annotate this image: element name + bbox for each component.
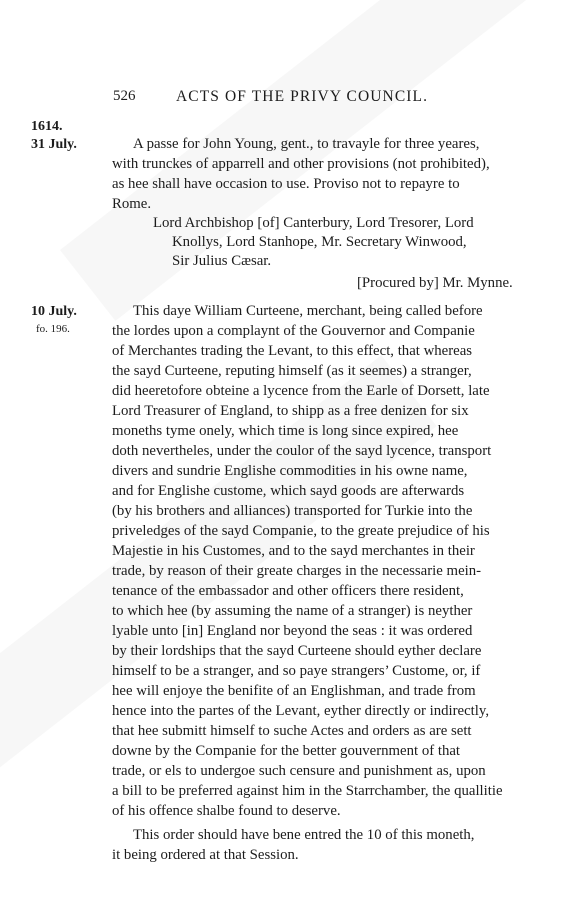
entry2-line: hence into the partes of the Levant, eyther directly or indirectly, — [112, 703, 490, 719]
entry2-line: hee will enjoye the benifite of an Englishman, and trade from — [112, 683, 476, 699]
procured-by-line: [Procured by] Mr. Mynne. — [357, 275, 513, 291]
entry2-line: did heeretofore obteine a lycence from the Earle of Dorsett, late — [112, 383, 490, 399]
entry2-line: trade, or els to undergoe such censure and punishment as, upon — [112, 763, 486, 779]
margin-folio: fo. 196. — [36, 323, 70, 335]
entry1-line: with trunckes of apparrell and other provisions (not prohibited), — [112, 156, 490, 172]
entry2-line: that hee submitt himself to suche Actes and orders as are sett — [112, 723, 472, 739]
margin-date-entry2: 10 July. — [31, 304, 77, 319]
entry2-line: the sayd Curteene, reputing himself (as it seemes) a stranger, — [112, 363, 472, 379]
entry2-line: and for Englishe custome, which sayd goods are afterwards — [112, 483, 465, 499]
entry2-line: Lord Treasurer of England, to shipp as a free denizen for six — [112, 403, 469, 419]
signatory-line: Sir Julius Cæsar. — [172, 253, 272, 269]
entry2-line: of his offence shalbe found to deserve. — [112, 803, 341, 819]
running-head — [0, 88, 567, 108]
entry1-line: A passe for John Young, gent., to travayle for three yeares, — [133, 136, 480, 152]
signatory-line: Lord Archbishop [of] Canterbury, Lord Tresorer, Lord — [153, 215, 474, 231]
entry2-line: of Merchantes trading the Levant, to this effect, that whereas — [112, 343, 473, 359]
entry2-line: This daye William Curteene, merchant, being called before — [133, 303, 483, 319]
entry2-line: tenance of the embassador and other officers there resident, — [112, 583, 464, 599]
entry2-line: the lordes upon a complaynt of the Gouvernor and Companie — [112, 323, 475, 339]
entry2-line: doth nevertheles, under the coulor of the sayd lycence, transport — [112, 443, 492, 459]
entry2-line: divers and sundrie Englishe commodities in his owne name, — [112, 463, 468, 479]
entry2-line: priveledges of the sayd Companie, to the greate prejudice of his — [112, 523, 490, 539]
entry2-line: a bill to be preferred against him in the Starrchamber, the quallitie — [112, 783, 503, 799]
note-line: This order should have bene entred the 10 of this moneth, — [133, 827, 475, 843]
entry2-line: to which hee (by assuming the name of a stranger) is neyther — [112, 603, 473, 619]
entry2-line: trade, by reason of their greate charges in the necessarie mein- — [112, 563, 482, 579]
entry2-line: (by his brothers and alliances) transported for Turkie into the — [112, 503, 473, 519]
note-line: it being ordered at that Session. — [112, 847, 299, 863]
entry2-line: himself to be a stranger, and so paye strangers’ Custome, or, if — [112, 663, 481, 679]
entry2-line: Majestie in his Customes, and to the sayd merchantes in their — [112, 543, 475, 559]
entry1-line: Rome. — [112, 196, 152, 212]
entry2-line: lyable unto [in] England nor beyond the seas : it was ordered — [112, 623, 473, 639]
entry1-line: as hee shall have occasion to use. Proviso not to repayre to — [112, 176, 460, 192]
entry2-line: by their lordships that the sayd Curteene should eyther declare — [112, 643, 482, 659]
margin-date-entry1: 31 July. — [31, 137, 77, 152]
running-title: ACTS OF THE PRIVY COUNCIL. — [176, 88, 429, 105]
page-number: 526 — [113, 88, 136, 104]
entry2-line: downe by the Companie for the better gouvernment of that — [112, 743, 461, 759]
margin-year: 1614. — [31, 119, 63, 134]
signatory-line: Knollys, Lord Stanhope, Mr. Secretary Winwood, — [172, 234, 467, 250]
entry2-line: moneths tyme onely, which time is long since expired, hee — [112, 423, 459, 439]
